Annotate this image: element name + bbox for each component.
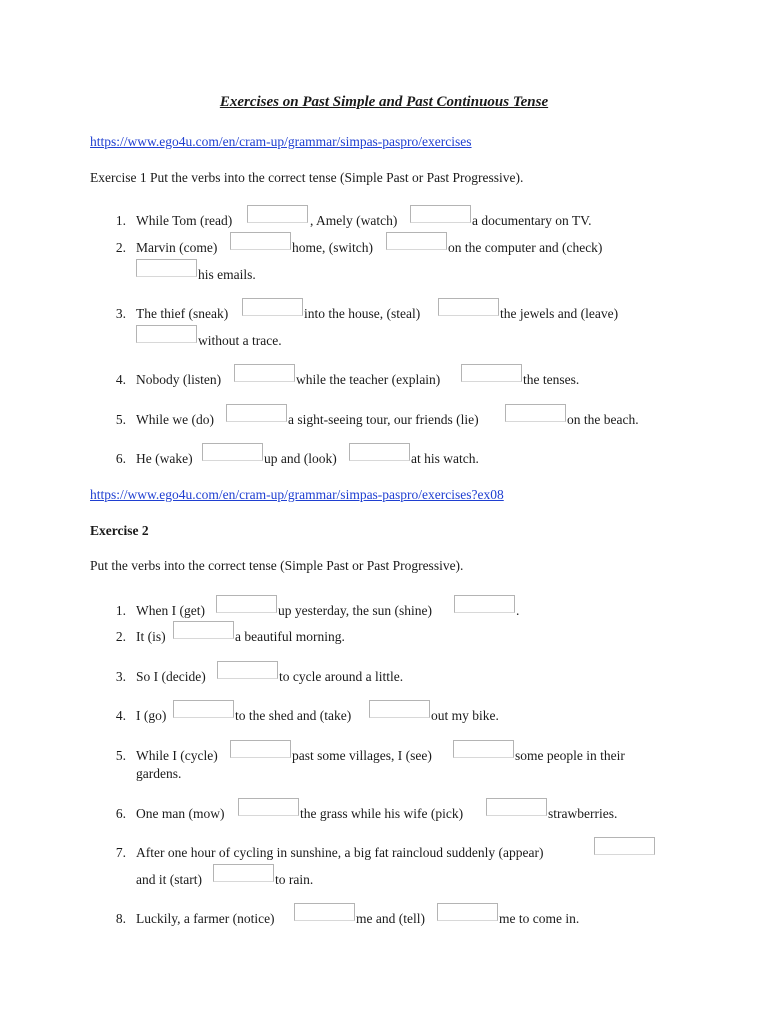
exercise-2-item-4 xyxy=(0,708,768,728)
answer-field[interactable] xyxy=(247,205,308,223)
exercise-2-item-7 xyxy=(0,845,768,887)
item-number: 4. xyxy=(115,708,126,723)
answer-field[interactable] xyxy=(369,700,430,718)
answer-field[interactable] xyxy=(230,232,291,250)
item-text: up yesterday, the sun (shine) xyxy=(278,603,432,618)
exercise-2-item-5 xyxy=(0,748,768,781)
item-number: 3. xyxy=(115,306,126,321)
exercise-1-instruction: Exercise 1 Put the verbs into the correct tense (Simple Past or Past Progressive). xyxy=(90,170,524,185)
item-number: 3. xyxy=(115,669,126,684)
item-number: 2. xyxy=(115,240,126,255)
item-text: , Amely (watch) xyxy=(310,213,398,228)
item-text: While Tom (read) xyxy=(136,213,233,228)
item-number: 7. xyxy=(115,845,126,860)
answer-field[interactable] xyxy=(238,798,299,816)
item-text: into the house, (steal) xyxy=(304,306,421,321)
item-text: Nobody (listen) xyxy=(136,372,222,387)
item-number: 2. xyxy=(115,629,126,644)
answer-field[interactable] xyxy=(594,837,655,855)
item-text: to cycle around a little. xyxy=(279,669,404,684)
item-text: Marvin (come) xyxy=(136,240,218,255)
item-text: and it (start) xyxy=(136,872,202,887)
answer-field[interactable] xyxy=(234,364,295,382)
answer-field[interactable] xyxy=(242,298,303,316)
item-text: Luckily, a farmer (notice) xyxy=(136,911,275,926)
item-number: 6. xyxy=(115,806,126,821)
item-text: without a trace. xyxy=(198,333,282,348)
item-text: to the shed and (take) xyxy=(235,708,352,723)
exercise-2-item-6 xyxy=(0,806,768,826)
item-text: It (is) xyxy=(136,629,166,644)
item-text: When I (get) xyxy=(136,603,205,618)
answer-field[interactable] xyxy=(217,661,278,679)
answer-field[interactable] xyxy=(454,595,515,613)
item-text: on the computer and (check) xyxy=(448,240,603,255)
item-number: 6. xyxy=(115,451,126,466)
item-text: his emails. xyxy=(198,267,256,282)
exercise-2-item-8 xyxy=(0,911,768,931)
answer-field[interactable] xyxy=(505,404,566,422)
answer-field[interactable] xyxy=(386,232,447,250)
exercise-2-item-3 xyxy=(0,669,768,689)
exercise-2-item-2 xyxy=(0,629,768,649)
answer-field[interactable] xyxy=(202,443,263,461)
item-text: So I (decide) xyxy=(136,669,206,684)
answer-field[interactable] xyxy=(213,864,274,882)
item-number: 5. xyxy=(115,748,126,763)
item-text: While we (do) xyxy=(136,412,214,427)
answer-field[interactable] xyxy=(294,903,355,921)
item-text: He (wake) xyxy=(136,451,193,466)
item-text: a documentary on TV. xyxy=(472,213,592,228)
item-text: to rain. xyxy=(275,872,314,887)
item-text: on the beach. xyxy=(567,412,639,427)
item-text: me and (tell) xyxy=(356,911,425,926)
item-text: I (go) xyxy=(136,708,167,723)
item-text: One man (mow) xyxy=(136,806,225,821)
item-text: past some villages, I (see) xyxy=(292,748,432,763)
page-title: Exercises on Past Simple and Past Continuous Tense xyxy=(219,94,549,110)
item-text: out my bike. xyxy=(431,708,499,723)
exercise-2-instruction: Put the verbs into the correct tense (Simple Past or Past Progressive). xyxy=(90,558,464,573)
item-text: the jewels and (leave) xyxy=(500,306,619,321)
exercise-1-item-2 xyxy=(0,240,768,282)
answer-field[interactable] xyxy=(226,404,287,422)
answer-field[interactable] xyxy=(461,364,522,382)
answer-field[interactable] xyxy=(136,325,197,343)
answer-field[interactable] xyxy=(230,740,291,758)
item-text: up and (look) xyxy=(264,451,337,466)
exercise-1-link[interactable]: https://www.ego4u.com/en/cram-up/grammar/simpas-paspro/exercises xyxy=(90,134,472,149)
item-text: a sight-seeing tour, our friends (lie) xyxy=(288,412,479,427)
exercise-1-item-3 xyxy=(0,306,768,348)
answer-field[interactable] xyxy=(216,595,277,613)
exercise-1-item-6 xyxy=(0,451,768,471)
item-text: some people in their xyxy=(515,748,625,763)
answer-field[interactable] xyxy=(136,259,197,277)
item-number: 4. xyxy=(115,372,126,387)
item-number: 1. xyxy=(115,213,126,228)
item-text: While I (cycle) xyxy=(136,748,218,763)
item-text: me to come in. xyxy=(499,911,580,926)
exercise-2-heading: Exercise 2 xyxy=(90,523,149,538)
item-text: at his watch. xyxy=(411,451,479,466)
answer-field[interactable] xyxy=(410,205,471,223)
exercise-1-item-4 xyxy=(0,372,768,392)
answer-field[interactable] xyxy=(349,443,410,461)
item-number: 8. xyxy=(115,911,126,926)
item-number: 1. xyxy=(115,603,126,618)
exercise-1-item-1 xyxy=(0,213,768,233)
item-text: the tenses. xyxy=(523,372,580,387)
exercise-2-link[interactable]: https://www.ego4u.com/en/cram-up/grammar/simpas-paspro/exercises?ex08 xyxy=(90,487,504,502)
item-text: a beautiful morning. xyxy=(235,629,345,644)
answer-field[interactable] xyxy=(453,740,514,758)
answer-field[interactable] xyxy=(486,798,547,816)
answer-field[interactable] xyxy=(173,621,234,639)
item-text: The thief (sneak) xyxy=(136,306,229,321)
answer-field[interactable] xyxy=(437,903,498,921)
item-text: After one hour of cycling in sunshine, a big fat raincloud suddenly (appear) xyxy=(136,845,544,860)
answer-field[interactable] xyxy=(173,700,234,718)
item-number: 5. xyxy=(115,412,126,427)
item-text: gardens. xyxy=(136,766,182,781)
item-text: home, (switch) xyxy=(292,240,373,255)
item-text: strawberries. xyxy=(548,806,618,821)
exercise-2-item-1 xyxy=(0,603,768,623)
item-text: while the teacher (explain) xyxy=(296,372,441,387)
item-text: . xyxy=(516,603,520,618)
item-text: the grass while his wife (pick) xyxy=(300,806,464,821)
answer-field[interactable] xyxy=(438,298,499,316)
exercise-1-item-5 xyxy=(0,412,768,432)
